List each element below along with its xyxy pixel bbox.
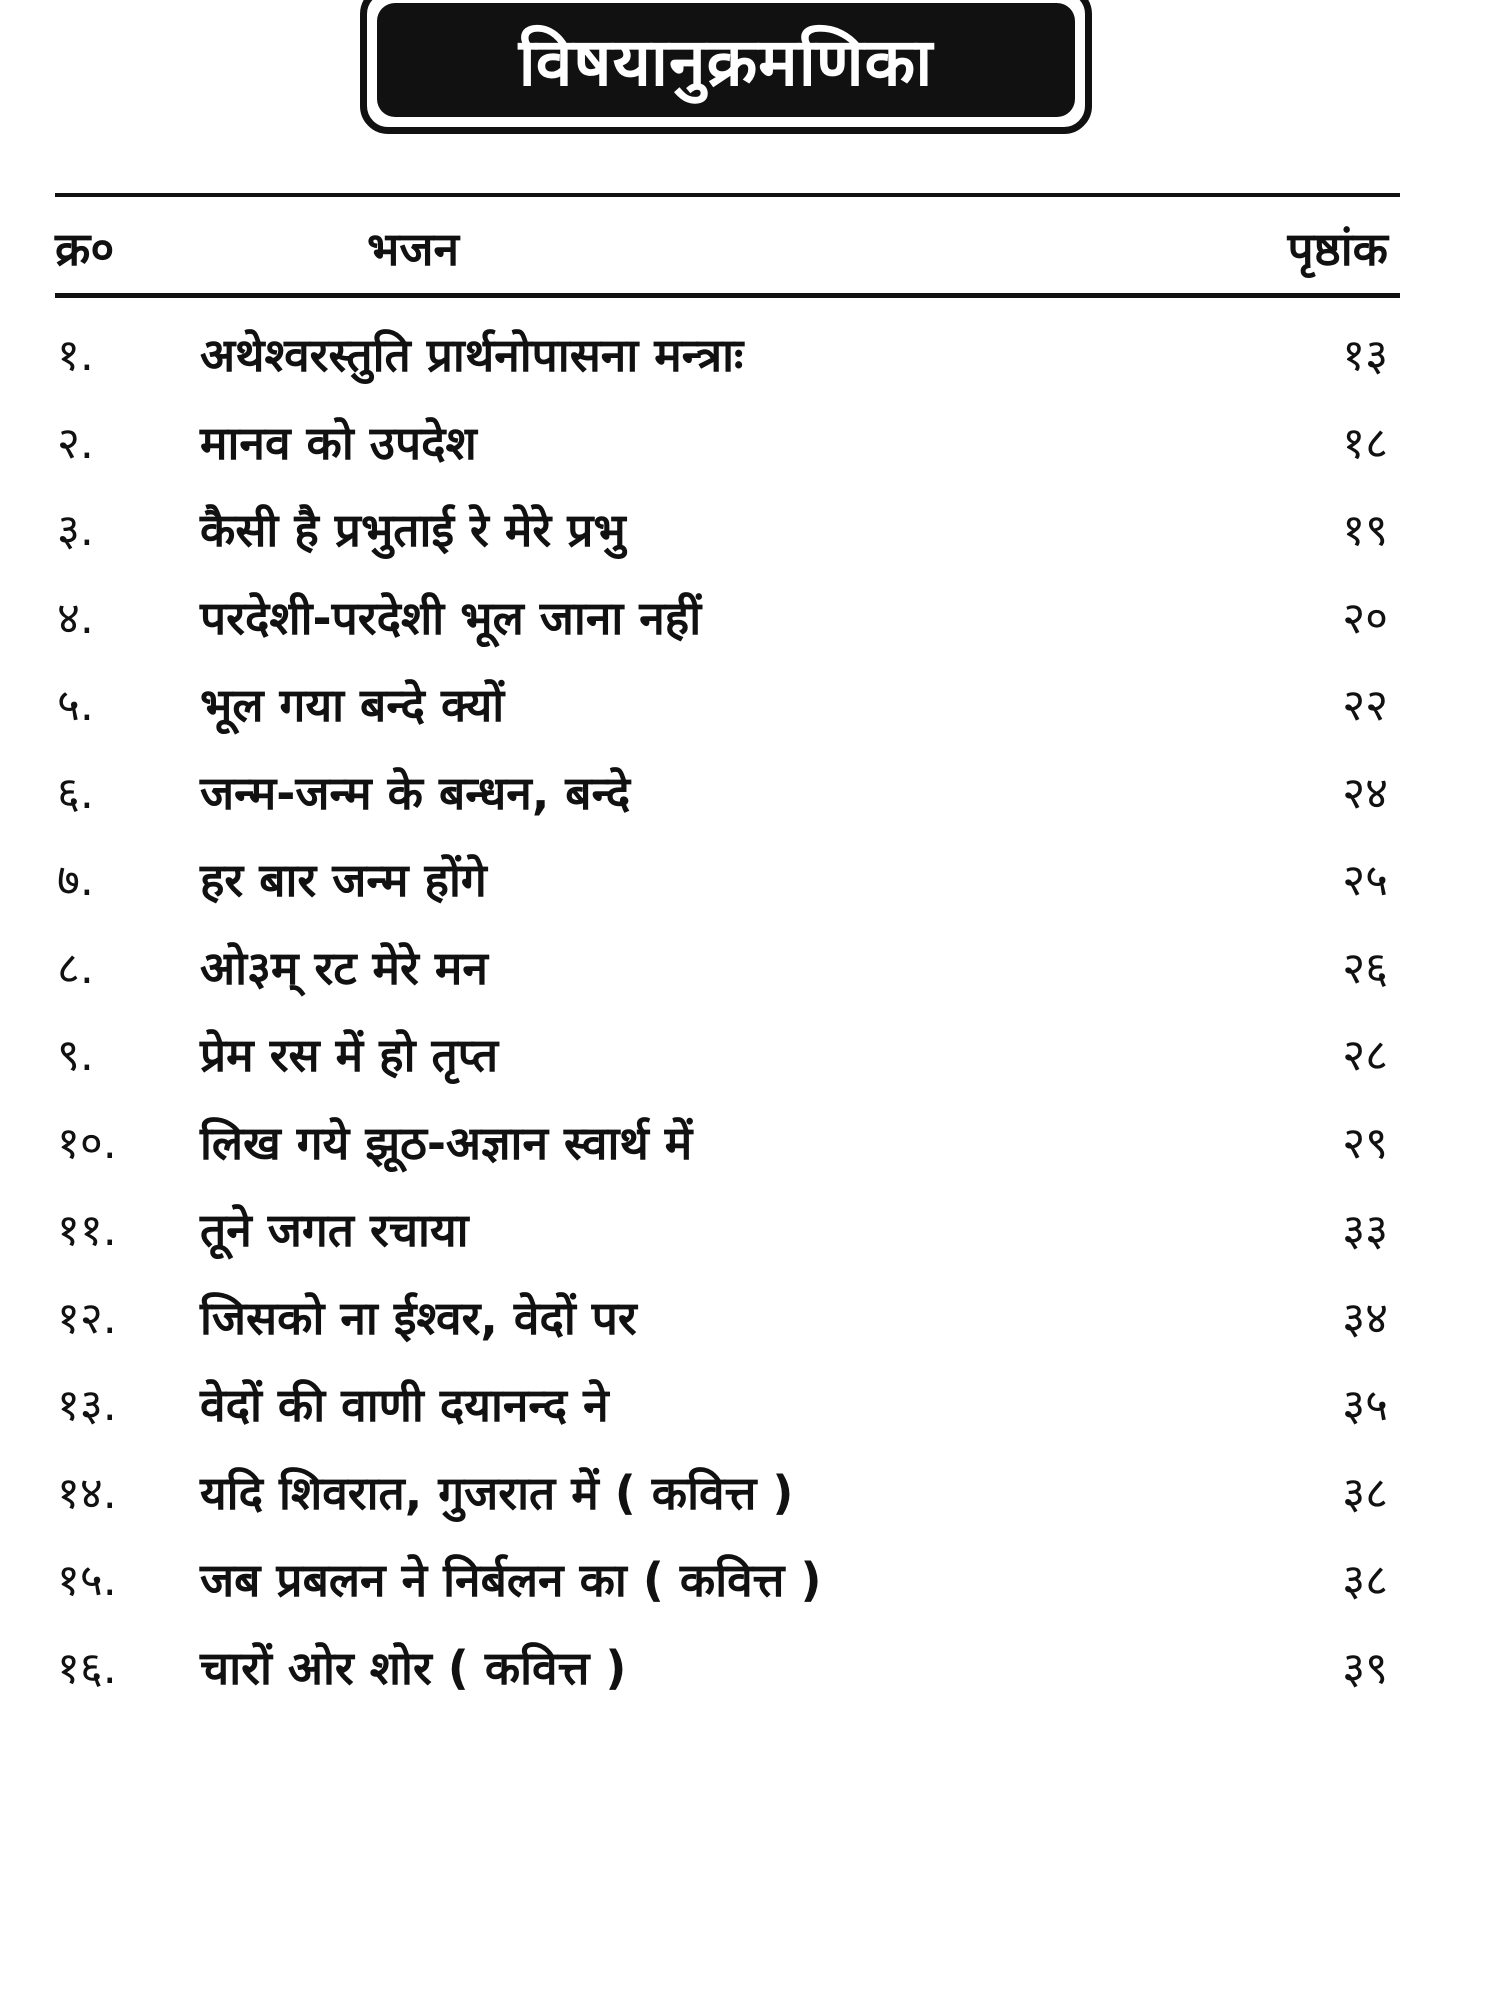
toc-row [55, 1005, 1400, 1093]
toc-row-page: १३ [1342, 330, 1388, 381]
toc-row [55, 568, 1400, 656]
toc-row-page: ३४ [1342, 1292, 1388, 1344]
toc-row-title: ओ३म् रट मेरे मन [200, 940, 488, 995]
toc-row [55, 1618, 1400, 1706]
toc-row [55, 1093, 1400, 1181]
toc-row-title: कैसी है प्रभुताई रे मेरे प्रभु [200, 503, 626, 557]
toc-row-number: ४. [57, 592, 94, 644]
toc-row-number: १. [57, 330, 94, 381]
toc-row-number: ६. [57, 767, 94, 819]
toc-list [55, 305, 1400, 1705]
toc-row-title: परदेशी-परदेशी भूल जाना नहीं [200, 590, 702, 645]
header-rule [55, 293, 1400, 298]
toc-row-page: २८ [1342, 1030, 1388, 1081]
toc-row [55, 1530, 1400, 1618]
toc-row [55, 830, 1400, 918]
toc-row-title: भूल गया बन्दे क्यों [200, 678, 505, 732]
toc-row-number: १५. [57, 1555, 117, 1606]
toc-row-title: जब प्रबलन ने निर्बलन का ( कवित्त ) [200, 1553, 822, 1607]
toc-row-page: १९ [1342, 505, 1388, 556]
toc-row-title: तूने जगत रचाया [200, 1203, 469, 1257]
header-title: भजन [367, 222, 459, 276]
toc-row [55, 1355, 1400, 1443]
toc-row-page: २२ [1342, 680, 1388, 731]
toc-row [55, 480, 1400, 568]
toc-row-title: प्रेम रस में हो तृप्त [200, 1028, 499, 1082]
toc-row-number: ३. [57, 505, 94, 556]
toc-row [55, 918, 1400, 1006]
toc-row-page: २० [1342, 592, 1388, 644]
toc-row-title: मानव को उपदेश [200, 415, 477, 470]
toc-row-page: १८ [1342, 417, 1388, 469]
toc-row [55, 655, 1400, 743]
toc-row-page: ३८ [1342, 1467, 1388, 1519]
toc-row-page: २६ [1342, 942, 1388, 994]
top-rule [55, 193, 1400, 197]
page-title-box [360, 0, 1092, 134]
toc-row-title: जन्म-जन्म के बन्धन, बन्दे [200, 765, 631, 820]
toc-row-title: हर बार जन्म होंगे [200, 853, 487, 907]
toc-row-number: १३. [57, 1380, 117, 1431]
toc-row-number: ५. [57, 680, 94, 731]
toc-row-number: ८. [57, 942, 94, 994]
toc-row-page: २४ [1342, 767, 1388, 819]
toc-row-title: चारों ओर शोर ( कवित्त ) [200, 1640, 627, 1695]
toc-row-number: ७. [57, 855, 94, 906]
toc-row-page: ३३ [1342, 1205, 1388, 1256]
table-header [55, 205, 1400, 289]
toc-row-title: जिसको ना ईश्वर, वेदों पर [200, 1290, 637, 1345]
header-page: पृष्ठांक [1287, 222, 1388, 276]
toc-row-title: अथेश्वरस्तुति प्रार्थनोपासना मन्त्राः [200, 328, 744, 382]
toc-row-number: १४. [57, 1467, 117, 1519]
toc-row-number: ११. [57, 1205, 117, 1256]
toc-row-page: २९ [1342, 1117, 1388, 1169]
toc-row-page: ३८ [1342, 1555, 1388, 1606]
toc-row [55, 743, 1400, 831]
toc-row-number: १०. [57, 1117, 117, 1169]
toc-row [55, 1268, 1400, 1356]
toc-row-page: ३९ [1342, 1642, 1388, 1694]
toc-row-number: १६. [57, 1642, 117, 1694]
page-title: विषयानुक्रमणिका [518, 24, 934, 101]
toc-row [55, 1180, 1400, 1268]
toc-row-page: २५ [1342, 855, 1388, 906]
header-number: क्र० [55, 222, 115, 276]
toc-row-number: ९. [57, 1030, 94, 1081]
toc-row [55, 1443, 1400, 1531]
toc-row-page: ३५ [1342, 1380, 1388, 1431]
toc-row-title: यदि शिवरात, गुजरात में ( कवित्त ) [200, 1465, 794, 1520]
toc-row-number: २. [57, 417, 94, 469]
page-title-background [377, 3, 1075, 117]
toc-row-number: १२. [57, 1292, 117, 1344]
toc-row [55, 305, 1400, 393]
toc-row-title: वेदों की वाणी दयानन्द ने [200, 1378, 609, 1432]
toc-row-title: लिख गये झूठ-अज्ञान स्वार्थ में [200, 1115, 693, 1170]
toc-row [55, 393, 1400, 481]
